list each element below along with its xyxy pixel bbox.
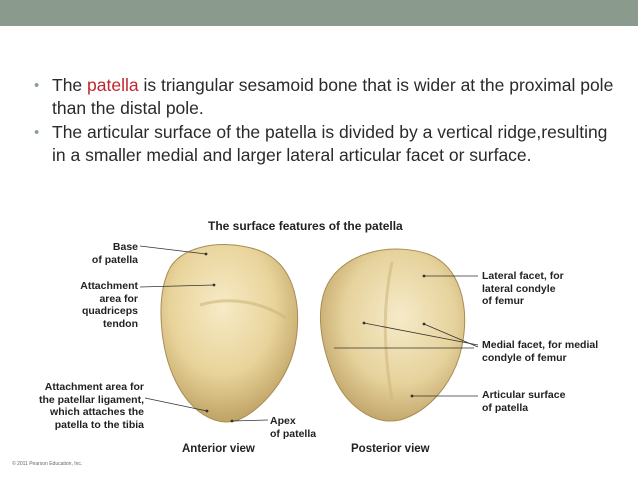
- copyright-note: © 2011 Pearson Education, Inc.: [12, 461, 83, 467]
- bullet-text-pre: The: [52, 75, 88, 95]
- anterior-view-caption: Anterior view: [182, 443, 255, 455]
- bullet-text-post: is triangular sesamoid bone that is wider at the proximal pole than the distal pole.: [52, 75, 614, 118]
- label-apex: Apex of patella: [270, 415, 317, 440]
- bullet-marker: •: [34, 124, 40, 141]
- label-lateral-facet: Lateral facet, for lateral condyle of femur: [482, 270, 564, 307]
- label-medial-facet: Medial facet, for medial condyle of femur: [482, 339, 599, 364]
- bullet-marker: •: [34, 77, 40, 94]
- label-base: Base of patella: [91, 241, 138, 266]
- bullet-text: The articular surface of the patella is divided by a vertical ridge,resulting in a smaller medial and larger lateral articular facet or surface.: [52, 122, 608, 165]
- anterior-patella-bone: [161, 245, 298, 422]
- label-attachment-quadriceps: Attachment area for quadriceps tendon: [80, 280, 138, 330]
- label-articular-surface: Articular surface of patella: [482, 389, 566, 414]
- label-attachment-ligament: Attachment area for the patellar ligament, which attaches the patella to the tibia: [38, 381, 144, 431]
- highlight-term: patella: [87, 75, 139, 95]
- figure-title: The surface features of the patella: [208, 219, 403, 233]
- posterior-view-caption: Posterior view: [351, 443, 430, 455]
